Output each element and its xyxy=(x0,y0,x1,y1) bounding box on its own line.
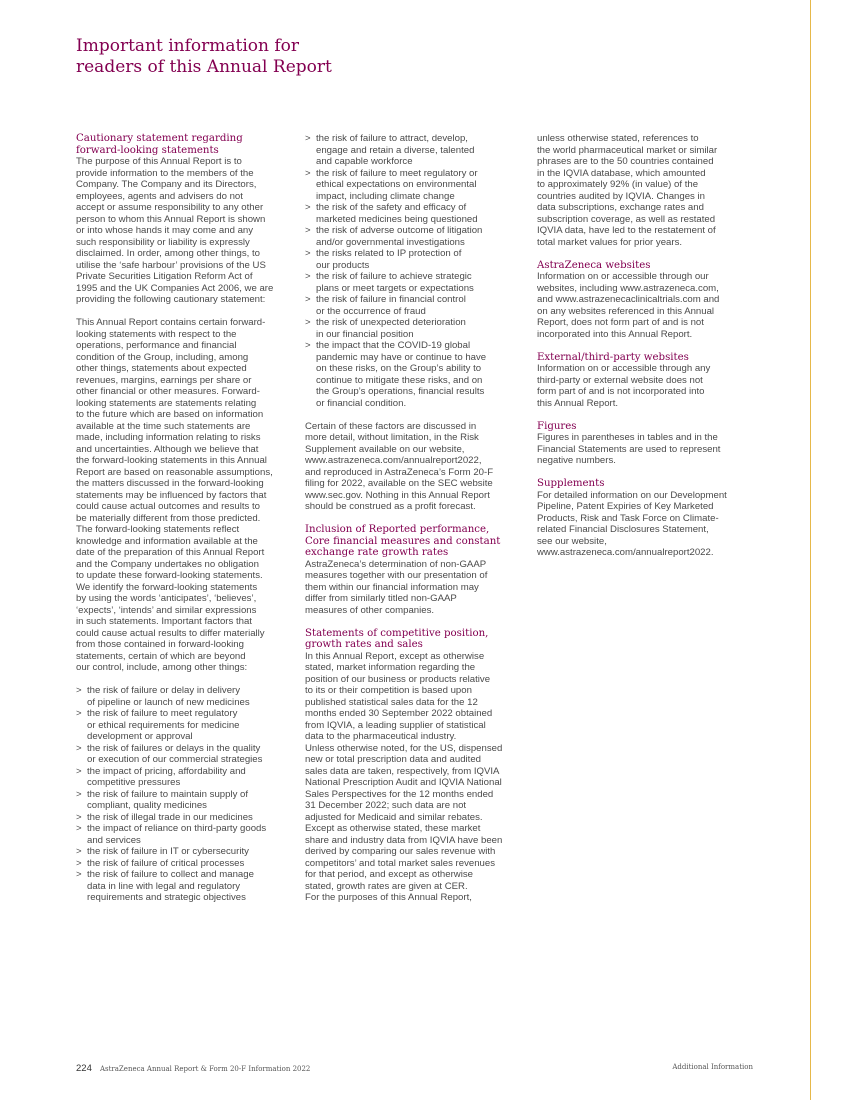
text-line: Financial Statements are used to represent xyxy=(537,443,721,455)
text-line: negative numbers. xyxy=(537,455,616,466)
text-line: and/or governmental investigations xyxy=(316,236,465,248)
text-line: more detail, without limitation, in the Risk xyxy=(305,432,479,443)
text-line: and reproduced in AstraZeneca’s Form 20-F xyxy=(305,466,494,478)
paragraph-supplements xyxy=(537,490,759,559)
text-line: by using the words ‘anticipates’, ‘believes’, xyxy=(76,593,257,604)
heading-external-websites: External/third-party websites xyxy=(537,351,689,363)
text-line: should be construed as a profit forecast. xyxy=(305,501,476,512)
text-line: from those contained in forward-looking xyxy=(76,639,244,650)
text-line: third-party or external website does not xyxy=(537,374,703,386)
text-line: > the risk of failure to attract, develop, xyxy=(316,133,468,144)
text-line: > the risk of illegal trade in our medicines xyxy=(87,811,253,823)
text-line: www.astrazeneca.com/annualreport2022. xyxy=(537,547,714,558)
text-line: IQVIA data, have led to the restatement of xyxy=(537,225,716,236)
text-line: www.astrazeneca.com/annualreport2022, xyxy=(305,455,482,466)
text-line: could cause actual results to differ materially xyxy=(76,627,265,639)
text-line: Except as otherwise stated, these market xyxy=(305,823,481,834)
text-line: Figures in parentheses in tables and in the xyxy=(537,432,718,443)
paragraph-risk-supplement xyxy=(305,421,527,513)
text-line: operations, performance and financial xyxy=(76,340,237,351)
text-line: new or total prescription data and audited xyxy=(305,754,481,765)
heading-reported-performance xyxy=(305,524,527,559)
text-line: to approximately 92% (in value) of the xyxy=(537,179,699,190)
text-line: > the risks related to IP protection of xyxy=(316,248,462,259)
text-line: form part of and is not incorporated into xyxy=(537,386,705,397)
text-line: in our financial position xyxy=(316,328,414,340)
text-line: compliant, quality medicines xyxy=(87,800,207,811)
text-line: The purpose of this Annual Report is to xyxy=(76,156,242,167)
text-line: and www.astrazenecaclinicaltrials.com and xyxy=(537,294,720,305)
text-line: competitive pressures xyxy=(87,777,181,788)
heading-line: Statements of competitive position, xyxy=(305,627,489,639)
text-line: Information on or accessible through any xyxy=(537,363,711,374)
text-line: knowledge and information available at the xyxy=(76,535,258,547)
text-line: other things, statements about expected xyxy=(76,363,247,374)
list-item xyxy=(305,202,527,225)
text-line: > the impact of reliance on third-party goods xyxy=(87,823,267,834)
list-item xyxy=(76,708,296,743)
text-line: from IQVIA, a leading supplier of statistical xyxy=(305,719,486,731)
heading-line: growth rates and sales xyxy=(305,639,423,650)
text-line: > the risk of failure or delay in delivery xyxy=(87,685,241,696)
text-line: the forward-looking statements in this Annual xyxy=(76,455,267,466)
text-line: development or approval xyxy=(87,731,193,742)
text-line: engage and retain a diverse, talented xyxy=(316,144,475,156)
text-line: > the risk of failure to maintain supply of xyxy=(87,788,249,800)
text-line: Pipeline, Patent Expiries of Key Marketed xyxy=(537,501,714,512)
text-line: revenues, margins, earnings per share or xyxy=(76,374,252,386)
text-line: of pipeline or launch of new medicines xyxy=(87,696,250,708)
text-line: months ended 30 September 2022 obtained xyxy=(305,708,493,719)
text-line: www.sec.gov. Nothing in this Annual Report xyxy=(305,489,490,501)
heading-line: Cautionary statement regarding xyxy=(76,133,243,144)
text-line: looking statements are statements relating xyxy=(76,397,257,409)
text-line: Report, does not form part of and is not xyxy=(537,317,704,328)
heading-figures: Figures xyxy=(537,420,577,432)
text-line: Products, Risk and Task Force on Climate- xyxy=(537,512,719,524)
list-item xyxy=(76,685,296,708)
text-line: made, including information relating to risks xyxy=(76,432,261,443)
text-line: pandemic may have or continue to have xyxy=(316,351,487,363)
text-line: > the risk of failure to meet regulatory or xyxy=(316,167,478,179)
text-line: our products xyxy=(316,259,370,271)
text-line: > the risk of failure in financial control xyxy=(316,294,466,305)
list-item xyxy=(76,812,296,824)
list-item xyxy=(305,133,527,168)
text-line: requirements and strategic objectives xyxy=(87,892,246,903)
paragraph-market-information xyxy=(305,651,527,904)
text-line: > the risk of adverse outcome of litigation xyxy=(316,225,483,236)
list-item xyxy=(305,340,527,409)
text-line: We identify the forward-looking statements xyxy=(76,581,258,593)
text-line: statements, certain of which are beyond xyxy=(76,650,246,662)
text-line: Report are based on reasonable assumptions, xyxy=(76,466,273,478)
footer xyxy=(76,1063,310,1074)
margin-rule xyxy=(810,0,811,1100)
text-line: Company. The Company and its Directors, xyxy=(76,179,257,190)
text-line: provide information to the members of the xyxy=(76,167,254,179)
text-line: or into whose hands it may come and any xyxy=(76,225,254,236)
text-line: and uncertainties. Although we believe that xyxy=(76,443,259,455)
text-line: to the future which are based on information xyxy=(76,409,264,420)
text-line: published statistical sales data for the 12 xyxy=(305,696,478,708)
text-line: them within our financial information may xyxy=(305,581,479,593)
page-title xyxy=(76,36,496,78)
text-line: accept or assume responsibility to any other xyxy=(76,202,264,213)
text-line: National Prescription Audit and IQVIA National xyxy=(305,777,502,788)
text-line: stated, growth rates are given at CER. xyxy=(305,880,468,892)
text-line: this Annual Report. xyxy=(537,397,619,409)
text-line: stated, market information regarding the xyxy=(305,662,476,673)
text-line: and services xyxy=(87,834,141,846)
text-line: > the risk of failure to collect and manage xyxy=(87,869,254,880)
list-item xyxy=(305,294,527,317)
text-line: websites, including www.astrazeneca.com, xyxy=(537,282,719,294)
text-line: could cause actual outcomes and results to xyxy=(76,501,260,512)
text-line: > the impact that the COVID-19 global xyxy=(316,340,471,351)
heading-astrazeneca-websites: AstraZeneca websites xyxy=(537,259,651,271)
text-line: Certain of these factors are discussed in xyxy=(305,420,477,432)
paragraph-external-websites xyxy=(537,363,759,409)
paragraph-websites xyxy=(537,271,759,340)
column-right xyxy=(537,133,759,559)
text-line: other financial or other measures. Forward- xyxy=(76,386,260,397)
text-line: condition of the Group, including, among xyxy=(76,351,249,363)
heading-line: Inclusion of Reported performance, xyxy=(305,524,490,535)
document-title: AstraZeneca Annual Report & Form 20-F Information 2022 xyxy=(99,1065,311,1073)
text-line: or the occurrence of fraud xyxy=(316,305,426,317)
text-line: differ from similarly titled non-GAAP xyxy=(305,593,457,604)
text-line: data subscriptions, exchange rates and xyxy=(537,202,704,213)
text-line: > the risk of failure of critical processes xyxy=(87,857,245,869)
paragraph-forward-looking xyxy=(76,317,296,674)
list-item xyxy=(76,858,296,870)
list-item xyxy=(76,766,296,789)
text-line: 31 December 2022; such data are not xyxy=(305,800,467,811)
paragraph-market-references xyxy=(537,133,759,248)
text-line: Unless otherwise noted, for the US, dispensed xyxy=(305,742,503,754)
text-line: looking statements with respect to the xyxy=(76,328,237,340)
text-line: measures of other companies. xyxy=(305,604,435,616)
text-line: and capable workforce xyxy=(316,156,413,167)
list-item xyxy=(76,823,296,846)
text-line: > the risk of the safety and efficacy of xyxy=(316,202,467,213)
text-line: filing for 2022, available on the SEC website xyxy=(305,478,493,489)
text-line: adjusted for Medicaid and similar rebates. xyxy=(305,811,483,823)
heading-competitive-position xyxy=(305,628,527,651)
text-line: AstraZeneca’s determination of non-GAAP xyxy=(305,558,487,570)
risk-list xyxy=(76,685,296,904)
list-item xyxy=(76,743,296,766)
page-title-line: Important information for xyxy=(76,36,300,56)
heading-line: forward-looking statements xyxy=(76,144,219,156)
text-line: Private Securities Litigation Reform Act of xyxy=(76,271,253,282)
text-line: the matters discussed in the forward-looking xyxy=(76,478,264,489)
text-line: data in line with legal and regulatory xyxy=(87,880,241,892)
text-line: the Group’s operations, financial results xyxy=(316,386,485,397)
text-line: such responsibility or liability is expressly xyxy=(76,236,250,248)
text-line: employees, agents and advisers do not xyxy=(76,190,243,202)
text-line: position of our business or products relative xyxy=(305,673,491,685)
text-line: marketed medicines being questioned xyxy=(316,213,478,225)
text-line: > the risk of failure in IT or cybersecurity xyxy=(87,846,249,857)
heading-line: Core financial measures and constant xyxy=(305,535,501,547)
section-name: Additional Information xyxy=(672,1063,753,1071)
text-line: to update these forward-looking statements. xyxy=(76,570,263,581)
text-line: sales data are taken, respectively, from IQVIA xyxy=(305,765,500,777)
text-line: to its or their competition is based upon xyxy=(305,685,472,696)
text-line: subscription coverage, as well as restated xyxy=(537,213,716,225)
list-item xyxy=(305,168,527,203)
text-line: on any websites referenced in this Annual xyxy=(537,305,715,317)
text-line: total market values for prior years. xyxy=(537,236,683,248)
text-line: For detailed information on our Development xyxy=(537,489,727,501)
list-item xyxy=(305,248,527,271)
text-line: in the IQVIA database, which amounted xyxy=(537,167,706,179)
text-line: > the risk of failures or delays in the quality xyxy=(87,742,261,754)
text-line: disclaimed. In order, among other things, to xyxy=(76,248,260,259)
paragraph-purpose xyxy=(76,156,296,306)
text-line: and the Company undertakes no obligation xyxy=(76,558,259,570)
text-line: our control, include, among other things: xyxy=(76,662,248,673)
text-line: > the risk of unexpected deterioration xyxy=(316,317,466,328)
text-line: on these risks, on the Group’s ability to xyxy=(316,363,482,374)
text-line: the world pharmaceutical market or similar xyxy=(537,144,718,156)
text-line: be materially different from those predicted. xyxy=(76,512,261,524)
paragraph-figures xyxy=(537,432,759,467)
text-line: competitors’ and total market sales revenues xyxy=(305,857,496,869)
heading-cautionary-statement xyxy=(76,133,296,156)
list-item xyxy=(76,869,296,904)
risk-list-continued xyxy=(305,133,527,409)
text-line: 1995 and the UK Companies Act 2006, we are xyxy=(76,282,274,294)
text-line: The forward-looking statements reflect xyxy=(76,524,240,535)
text-line: continue to mitigate these risks, and on xyxy=(316,374,483,386)
text-line: > the risk of failure to meet regulatory xyxy=(87,708,238,719)
text-line: person to whom this Annual Report is shown xyxy=(76,213,266,225)
text-line: related Financial Disclosures Statement, xyxy=(537,524,709,535)
list-item xyxy=(76,846,296,858)
text-line: date of the preparation of this Annual Report xyxy=(76,547,265,558)
text-line: see our website, xyxy=(537,535,607,547)
text-line: phrases are to the 50 countries contained xyxy=(537,156,714,167)
text-line: data to the pharmaceutical industry. xyxy=(305,731,457,742)
list-item xyxy=(305,317,527,340)
list-item xyxy=(305,225,527,248)
text-line: measures together with our presentation of xyxy=(305,570,488,581)
text-line: for that period, and except as otherwise xyxy=(305,869,473,880)
text-line: For the purposes of this Annual Report, xyxy=(305,892,472,903)
column-left xyxy=(76,133,296,904)
page-number: 224 xyxy=(76,1063,92,1074)
paragraph-non-gaap xyxy=(305,559,527,617)
text-line: > the risk of failure to achieve strategic xyxy=(316,271,472,282)
text-line: or financial condition. xyxy=(316,397,407,409)
text-line: Supplement available on our website, xyxy=(305,443,465,455)
text-line: countries audited by IQVIA. Changes in xyxy=(537,190,705,202)
text-line: providing the following cautionary statement: xyxy=(76,294,266,305)
list-item xyxy=(305,271,527,294)
text-line: ‘expects’, ‘intends’ and similar expressions xyxy=(76,604,257,616)
text-line: Information on or accessible through our xyxy=(537,271,709,282)
text-line: statements may be influenced by factors that xyxy=(76,489,267,501)
text-line: in such statements. Important factors that xyxy=(76,616,252,627)
text-line: derived by comparing our sales revenue with xyxy=(305,846,496,857)
text-line: incorporated into this Annual Report. xyxy=(537,328,693,340)
heading-line: exchange rate growth rates xyxy=(305,547,449,558)
heading-supplements: Supplements xyxy=(537,478,605,489)
text-line: > the impact of pricing, affordability and xyxy=(87,765,246,777)
text-line: utilise the ‘safe harbour’ provisions of the US xyxy=(76,259,266,271)
text-line: or ethical requirements for medicine xyxy=(87,719,240,731)
text-line: ethical expectations on environmental xyxy=(316,179,477,190)
column-middle xyxy=(305,133,527,904)
text-line: available at the time such statements are xyxy=(76,420,251,432)
text-line: impact, including climate change xyxy=(316,190,455,202)
text-line: In this Annual Report, except as otherwise xyxy=(305,650,485,662)
text-line: plans or meet targets or expectations xyxy=(316,282,474,294)
text-line: unless otherwise stated, references to xyxy=(537,133,699,144)
text-line: Sales Perspectives for the 12 months ended xyxy=(305,788,494,800)
text-line: This Annual Report contains certain forward- xyxy=(76,317,266,328)
list-item xyxy=(76,789,296,812)
page-title-line: readers of this Annual Report xyxy=(76,57,332,77)
text-line: share and industry data from IQVIA have been xyxy=(305,834,503,846)
text-line: or execution of our commercial strategies xyxy=(87,754,263,765)
